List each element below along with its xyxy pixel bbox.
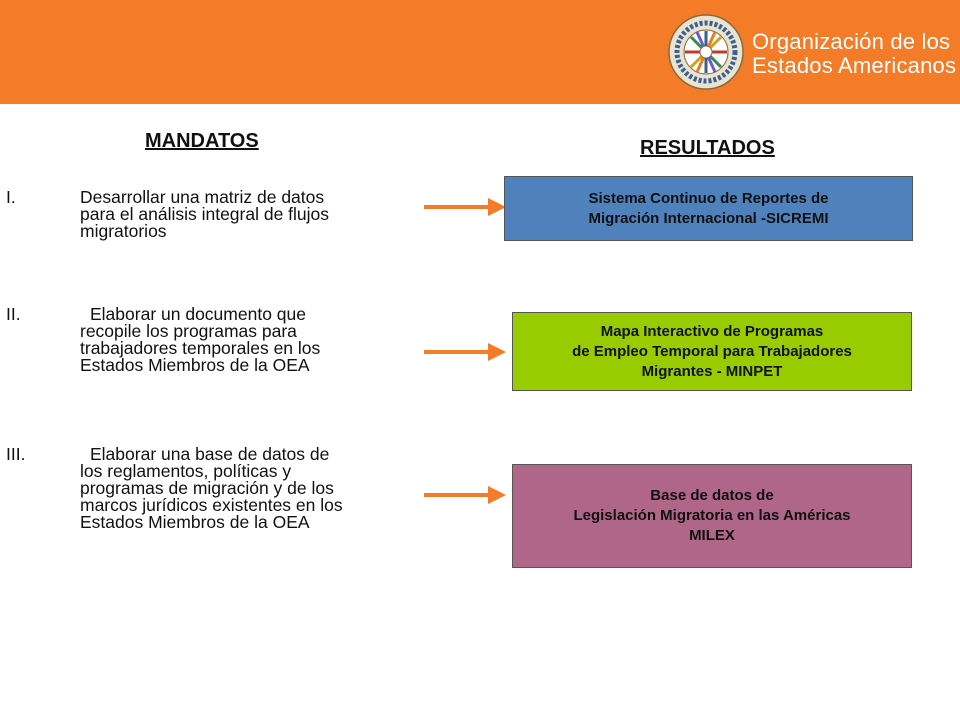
org-name: [752, 30, 956, 78]
mandate-text-line: programas de migración y de los: [80, 478, 334, 498]
result-text-line: de Empleo Temporal para Trabajadores: [572, 342, 852, 360]
result-text-line: MILEX: [689, 527, 735, 544]
mandate-item-2: [6, 306, 426, 374]
result-box-sicremi: [504, 176, 913, 241]
mandate-text-line: trabajadores temporales en los: [80, 338, 321, 358]
mandate-text-line: Estados Miembros de la OEA: [80, 355, 310, 375]
mandate-text-line: Estados Miembros de la OEA: [80, 512, 310, 532]
mandate-text-line: Elaborar un documento que: [90, 304, 306, 324]
result-text-line: Legislación Migratoria en las Américas: [573, 507, 851, 524]
mandate-text-line: Elaborar una base de datos de: [90, 444, 330, 464]
org-name-line2: Estados Americanos: [752, 53, 957, 78]
mandate-text-line: marcos jurídicos existentes en los: [80, 495, 343, 515]
arrow-right-icon: [422, 341, 508, 363]
result-box-milex: [512, 464, 912, 568]
arrow-right-icon: [422, 484, 508, 506]
result-text-line: Sistema Continuo de Reportes de: [588, 189, 829, 207]
mandate-item-1: [6, 189, 426, 240]
result-text-line: Migración Internacional -SICREMI: [588, 209, 829, 227]
arrow-right-icon: [422, 196, 508, 218]
oas-seal-icon: [668, 14, 744, 90]
mandatos-title: MANDATOS: [145, 130, 259, 152]
result-box-minpet: [512, 312, 912, 391]
resultados-title: RESULTADOS: [640, 137, 775, 159]
mandate-text-line: Desarrollar una matriz de datos: [80, 187, 325, 207]
mandate-item-3: [6, 446, 426, 531]
result-text-line: Mapa Interactivo de Programas: [600, 322, 824, 340]
mandate-number: III.: [6, 444, 26, 464]
mandate-text-line: los reglamentos, políticas y: [80, 461, 292, 481]
mandate-number: II.: [6, 304, 21, 324]
result-text-line: Base de datos de: [650, 487, 774, 504]
mandate-text-line: migratorios: [80, 221, 167, 241]
mandate-number: I.: [6, 187, 16, 207]
header-bar: [0, 0, 960, 104]
mandate-text-line: recopile los programas para: [80, 321, 297, 341]
result-text-line: Migrantes - MINPET: [641, 362, 783, 380]
mandate-text-line: para el análisis integral de flujos: [80, 204, 330, 224]
org-name-line1: Organización de los: [752, 29, 951, 54]
